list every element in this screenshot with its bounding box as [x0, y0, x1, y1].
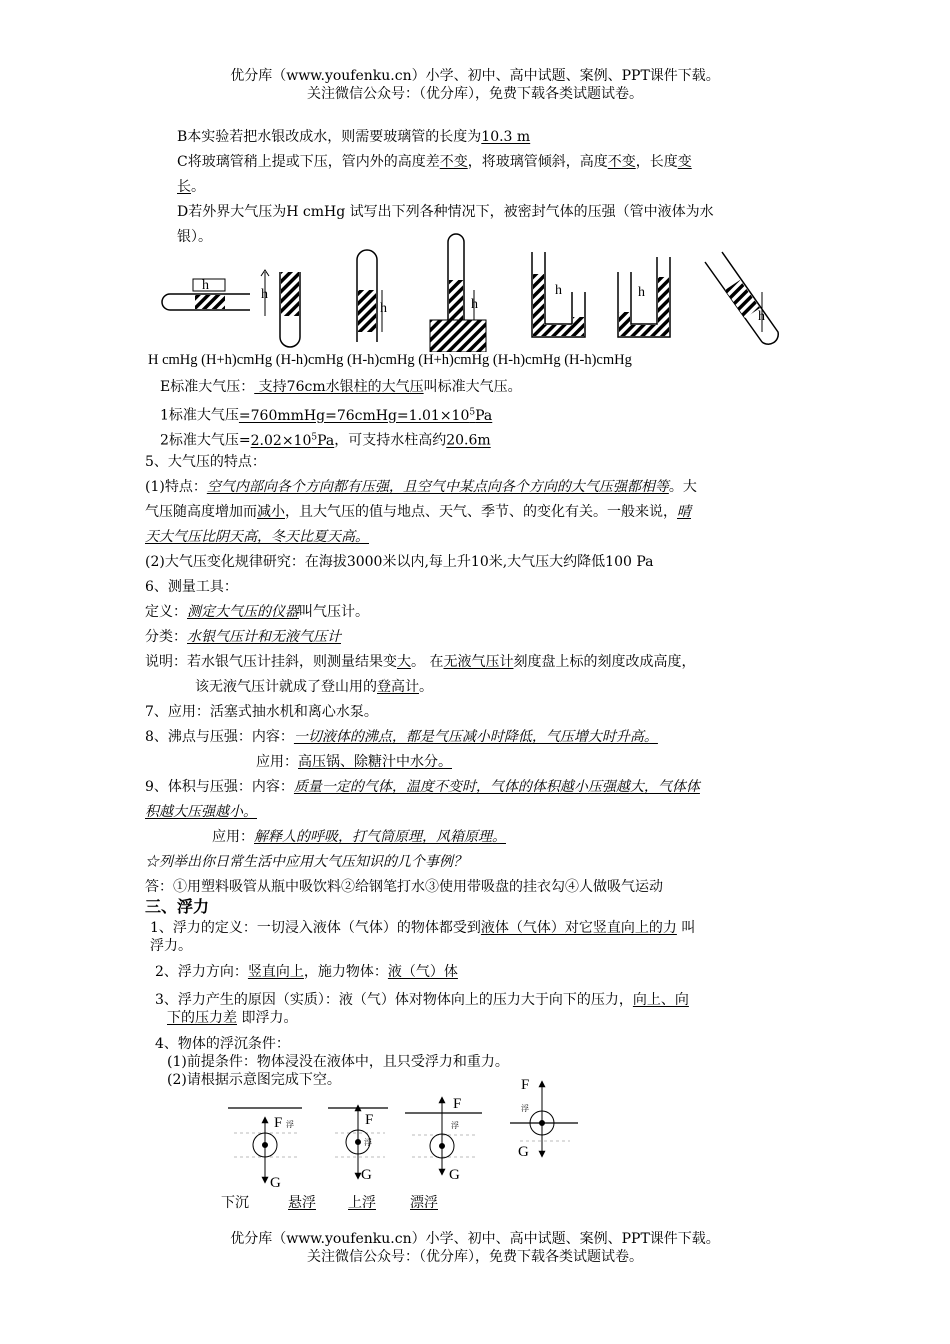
tube-label-h-7: h: [758, 309, 765, 324]
state-sink: 下沉: [221, 1195, 249, 1211]
float-diagram: [220, 1075, 590, 1190]
s8-answer: 一切液体的沸点，都是气压减小时降低，气压增大时升高。: [293, 729, 658, 745]
s8-pre: 8、沸点与压强：内容：: [145, 729, 294, 745]
tube-label-h-3: h: [380, 301, 387, 316]
float-g-label: G: [518, 1144, 529, 1160]
example-answer: 答：①用塑料吸管从瓶中吸饮料②给钢笔打水③使用带吸盘的挂衣勾④人做吸气运动: [145, 879, 663, 895]
std-atm-2-mid: ，可支持水柱高约: [334, 432, 447, 449]
s6-note-pre: 说明：若水银气压计挂斜，则测量结果变: [145, 654, 397, 670]
item-c-text-3: ，长度: [635, 154, 678, 170]
s6-def-pre: 定义：: [145, 604, 187, 620]
s9-answer-2: 积越大压强越小。: [145, 804, 257, 820]
s8-app-answer: 高压锅、除糖汁中水分。: [298, 754, 452, 770]
tube-label-h-2: h: [261, 287, 268, 302]
s6-note-post: 刻度盘上标的刻度改成高度，: [513, 654, 696, 670]
suspend-g-label: G: [361, 1167, 372, 1183]
tube-tilted: [705, 252, 778, 344]
tube-in-basin: [430, 234, 486, 352]
item-c-end: 。: [191, 179, 205, 195]
sink-f-label: F: [274, 1115, 283, 1131]
tube-open-down: [357, 250, 382, 342]
buoyancy-direction: [155, 962, 458, 982]
header-line-2: 关注微信公众号：（优分库），免费下载各类试题试卷。: [307, 86, 643, 102]
item-c-text-2: ，将玻璃管倾斜，高度: [467, 154, 608, 170]
float-sink-title: 4、物体的浮沉条件：: [155, 1036, 290, 1052]
item-c-answer-3b: 长: [177, 179, 191, 195]
std-atm-1-text: 1标准大气压: [160, 407, 239, 424]
suspend-f-label: F: [365, 1112, 374, 1128]
s5-p1-line3: [145, 527, 369, 547]
item-d-line2: 银）。: [177, 229, 212, 245]
tube-open-up: [261, 270, 300, 347]
s9-app: [212, 827, 506, 847]
rise-fu-label: 浮: [451, 1121, 459, 1130]
buoyancy-def: [150, 918, 695, 938]
buoyancy-direction-pre: 2、浮力方向：: [155, 964, 248, 980]
buoyancy-cause-line2: [167, 1008, 297, 1028]
s6-note-l2b: 。: [419, 679, 433, 695]
suspend-fu-label: 浮: [364, 1138, 372, 1147]
s5-title: 5、大气压的特点：: [145, 454, 266, 470]
s6-def-answer: 测定大气压的仪器: [187, 604, 299, 620]
state-rise: [348, 1193, 376, 1213]
item-c-line2: [177, 177, 205, 197]
s6-note-l2-answer: 登高计: [377, 679, 419, 695]
std-atm-2-exp: 5: [311, 432, 318, 442]
s5-p1-l2b: ，且大气压的值与地点、天气、季节、的变化有关。一般来说，: [285, 504, 677, 520]
state-suspend: [288, 1193, 316, 1213]
buoyancy-cause-answer-2: 下的压力差: [167, 1010, 237, 1026]
s8-app: [256, 752, 452, 772]
s6-title: 6、测量工具：: [145, 579, 238, 595]
s6-cls-answer: 水银气压计和无液气压计: [187, 629, 341, 645]
s8-content: [145, 727, 658, 747]
buoyancy-source-answer: 液（气）体: [387, 964, 458, 980]
s6-note-answer-1: 大: [397, 654, 411, 670]
item-e-text: E标准大气压：: [160, 379, 255, 395]
section-buoyancy-title: 三、浮力: [145, 897, 210, 916]
buoyancy-def-line2: 浮力。: [150, 938, 192, 954]
state-float: [410, 1193, 438, 1213]
s6-note-answer-2: 无液气压计: [443, 654, 514, 670]
example-question: ☆列举出你日常生活中应用大气压知识的几个事例？: [145, 854, 467, 870]
buoyancy-cause-answer: 向上、向: [632, 992, 689, 1008]
header-line-1: 优分库（www.youfenku.cn）小学、初中、高中试题、案例、PPT课件下载。: [230, 68, 720, 84]
s5-p1-pre: (1)特点：: [145, 479, 207, 495]
item-b: [177, 127, 530, 147]
state-rise-label: 上浮: [348, 1195, 376, 1211]
s6-note-l2a: 该无液气压计就成了登山用的: [195, 679, 377, 695]
s8-app-pre: 应用：: [256, 754, 298, 770]
item-c: [177, 152, 692, 172]
tube-label-h-1: h: [202, 278, 209, 293]
buoyancy-cause: [155, 990, 689, 1010]
std-atm-1: [160, 402, 492, 426]
buoyancy-cause-pre: 3、浮力产生的原因（实质）：液（气）体对物体向上的压力大于向下的压力，: [155, 992, 633, 1008]
state-suspend-label: 悬浮: [288, 1195, 316, 1211]
float-sink-cond-2: (2)请根据示意图完成下空。: [167, 1072, 341, 1088]
float-fu-label: 浮: [521, 1104, 529, 1113]
s5-p1-answer: 空气内部向各个方向都有压强，且空气中某点向各个方向的大气压强都相等: [206, 479, 669, 495]
buoyancy-def-answer: 液体（气体）对它竖直向上的力: [480, 920, 677, 936]
footer-line-2: 关注微信公众号：（优分库），免费下载各类试题试卷。: [307, 1249, 643, 1265]
sink-g-label: G: [270, 1175, 281, 1190]
buoyancy-cause-post: 即浮力。: [237, 1010, 298, 1026]
std-atm-2-unit: Pa: [317, 432, 335, 449]
float-f-label: F: [521, 1077, 530, 1093]
std-atm-2-text: 2标准大气压=: [160, 432, 251, 449]
tube-label-h-4: h: [471, 297, 478, 312]
std-atm-1-unit: Pa: [475, 407, 493, 424]
s7: 7、应用：活塞式抽水机和离心水泵。: [145, 704, 378, 720]
s9-pre: 9、体积与压强：内容：: [145, 779, 294, 795]
item-d-line1: D若外界大气压为H cmHg 试写出下列各种情况下，被密封气体的压强（管中液体为水: [177, 204, 714, 220]
s9-app-answer: 解释人的呼吸，打气筒原理，风箱原理。: [254, 829, 506, 845]
std-atm-2-answer-2: 20.6m: [446, 432, 491, 449]
s5-p1-line2: [145, 502, 691, 522]
s5-p1-l3: 天大气压比阴天高，冬天比夏天高。: [145, 529, 369, 545]
s5-p2: (2)大气压变化规律研究：在海拔3000米以内,每上升10米,大气压大约降低100 Pa: [145, 554, 654, 570]
s6-note-line2: [195, 677, 433, 697]
s9-answer: 质量一定的气体，温度不变时，气体的体积越小压强越大，气体体: [293, 779, 700, 795]
s9-app-pre: 应用：: [212, 829, 254, 845]
buoyancy-def-pre: 1、浮力的定义：一切浸入液体（气体）的物体都受到: [150, 920, 481, 936]
std-atm-1-answer: =760mmHg=76cmHg=1.01×10: [238, 407, 470, 424]
s6-cls: [145, 627, 341, 647]
s5-p1-l2-answer: 减小: [257, 504, 285, 520]
item-c-answer-2: 不变: [607, 154, 636, 170]
s9-content: [145, 777, 700, 797]
s5-p1: [145, 477, 697, 497]
rise-g-label: G: [449, 1167, 460, 1183]
tube-label-h-5: h: [555, 283, 562, 298]
std-atm-1-exp: 5: [469, 407, 476, 417]
s6-note-mid: 。 在: [411, 654, 444, 670]
s5-p1-post: 。大: [668, 479, 697, 495]
item-c-answer-3: 变: [677, 154, 692, 170]
std-atm-2-answer: 2.02×10: [250, 432, 312, 449]
s6-note: [145, 652, 695, 672]
item-c-text: C将玻璃管稍上提或下压，管内外的高度差: [177, 154, 440, 170]
tubes-diagram: [150, 232, 800, 352]
sink-fu-label: 浮: [286, 1120, 294, 1129]
s5-p1-l2c: 晴: [677, 504, 691, 520]
buoyancy-direction-answer: 竖直向上: [247, 964, 304, 980]
s6-cls-pre: 分类：: [145, 629, 187, 645]
s6-def-post: 叫气压计。: [299, 604, 369, 620]
item-c-answer-1: 不变: [439, 154, 468, 170]
item-e-answer: 支持76cm水银柱的大气压: [254, 379, 424, 395]
std-atm-2: [160, 427, 491, 451]
tube-pressure-row: H cmHg (H+h)cmHg (H-h)cmHg (H-h)cmHg (H+h)cmHg (H-h)cmHg (H-h)cmHg: [148, 352, 632, 368]
s6-def: [145, 602, 369, 622]
state-float-label: 漂浮: [410, 1195, 438, 1211]
tube-label-h-6: h: [638, 285, 645, 300]
s9-content-line2: [145, 802, 257, 822]
rise-f-label: F: [453, 1096, 462, 1112]
buoyancy-def-post: 叫: [676, 920, 696, 936]
item-e: [160, 377, 522, 397]
s5-p1-l2a: 气压随高度增加而: [145, 504, 257, 520]
item-e-end: 叫标准大气压。: [423, 379, 522, 395]
item-b-text: B本实验若把水银改成水，则需要玻璃管的长度为: [177, 129, 482, 145]
item-b-answer: 10.3 m: [481, 129, 531, 145]
footer-line-1: 优分库（www.youfenku.cn）小学、初中、高中试题、案例、PPT课件下载。: [230, 1231, 720, 1247]
float-sink-cond-1: (1)前提条件：物体浸没在液体中，且只受浮力和重力。: [167, 1054, 509, 1070]
buoyancy-direction-mid: ，施力物体：: [303, 964, 388, 980]
